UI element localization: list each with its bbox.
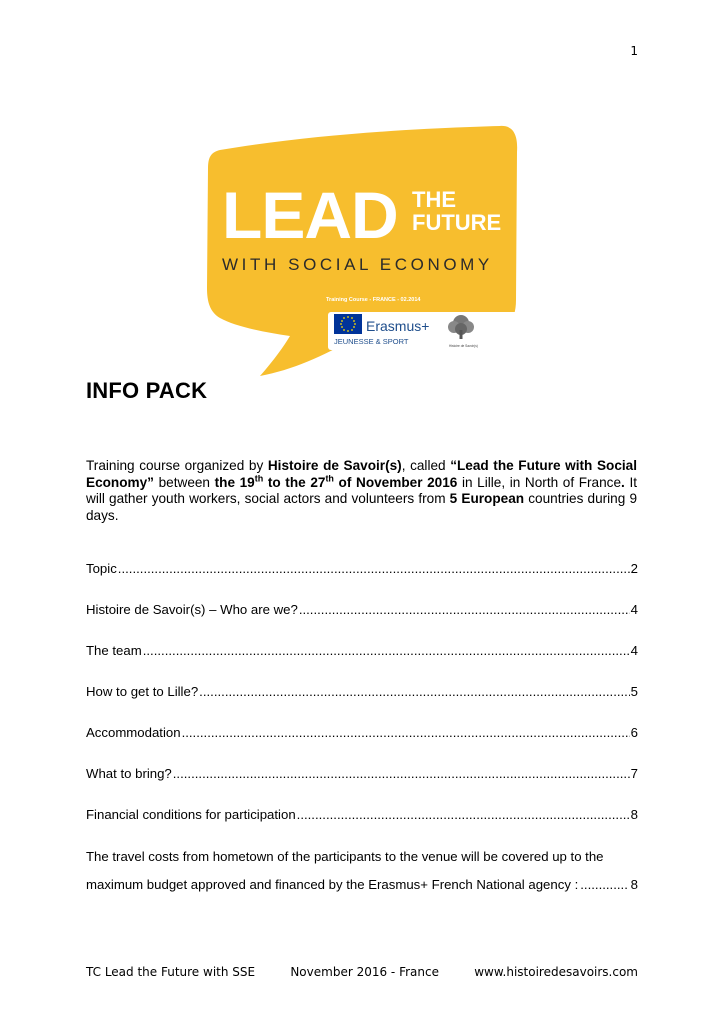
- logo-subtitle: WITH SOCIAL ECONOMY: [222, 255, 493, 274]
- intro-text: Training course organized by: [86, 458, 268, 473]
- intro-text: It will gather youth workers, social actors and volunteers from: [86, 474, 638, 506]
- toc-page: 6: [630, 725, 638, 740]
- footer-left: TC Lead the Future with SSE: [86, 965, 256, 979]
- erasmus-brand: Erasmus+: [366, 318, 430, 334]
- page-number: 1: [630, 44, 638, 58]
- course-name: “Lead the Future with Social Economy”: [86, 458, 637, 490]
- page-footer: [86, 965, 638, 979]
- toc-label: Topic: [86, 561, 117, 576]
- toc-label: How to get to Lille?: [86, 684, 199, 699]
- toc-entry-topic[interactable]: [86, 561, 638, 602]
- logo-the: THE: [412, 187, 456, 212]
- footer-website[interactable]: www.histoiredesavoirs.com: [474, 965, 638, 979]
- intro-text: countries during 9 days.: [86, 491, 638, 523]
- toc-page: 5: [630, 684, 638, 699]
- course-dates: the 19th to the 27th of November 2016: [214, 472, 458, 490]
- toc-label: Histoire de Savoir(s) – Who are we?: [86, 602, 298, 617]
- toc-label: Accommodation: [86, 725, 181, 740]
- intro-text: , called: [401, 458, 451, 473]
- toc-page: 4: [630, 643, 638, 658]
- organizer-name: Histoire de Savoir(s): [267, 458, 402, 473]
- toc-entry-accommodation[interactable]: [86, 725, 638, 766]
- toc-page: 8: [630, 877, 638, 892]
- intro-text: between: [153, 474, 215, 490]
- footer-center: November 2016 - France: [290, 965, 439, 979]
- toc-label: The team: [86, 643, 142, 658]
- logo-caption: Training Course - FRANCE - 02.2014: [326, 297, 421, 303]
- toc-page: 2: [630, 561, 638, 576]
- table-of-contents: [86, 561, 638, 848]
- toc-entry-who-are-we[interactable]: [86, 602, 638, 643]
- intro-text: in Lille, in North of France: [457, 474, 622, 490]
- toc-entry-team[interactable]: [86, 643, 638, 684]
- logo-future: FUTURE: [412, 210, 502, 235]
- toc-page: 8: [630, 807, 638, 822]
- countries-count: 5 European: [449, 491, 525, 506]
- lead-the-future-logo: [204, 124, 520, 376]
- toc-entry-what-to-bring[interactable]: [86, 766, 638, 807]
- toc-para-line2: maximum budget approved and financed by the Erasmus+ French National agency :: [86, 877, 579, 892]
- toc-entry-travel[interactable]: [86, 684, 638, 725]
- toc-page: 7: [630, 766, 638, 781]
- logo-lead: LEAD: [222, 178, 398, 252]
- partner-caption: Histoire de Savoir(s): [449, 344, 478, 348]
- page-title: INFO PACK: [86, 378, 208, 403]
- toc-entry-travel-costs[interactable]: [86, 843, 638, 899]
- toc-label: Financial conditions for participation: [86, 807, 296, 822]
- toc-entry-financial[interactable]: [86, 807, 638, 848]
- intro-paragraph: Training course organized by Histoire de Savoir(s), called “Lead the Future with Social Economy” between the 19th to the 27th of November 2016 in Lille, in North of France. It will gather youth workers, social actors and volunteers from 5 European countries during 9 days.: [86, 458, 638, 523]
- erasmus-sub: JEUNESSE & SPORT: [334, 337, 409, 346]
- toc-page: 4: [630, 602, 638, 617]
- toc-label: What to bring?: [86, 766, 172, 781]
- toc-para-line1: The travel costs from hometown of the participants to the venue will be covered up to the: [86, 849, 604, 864]
